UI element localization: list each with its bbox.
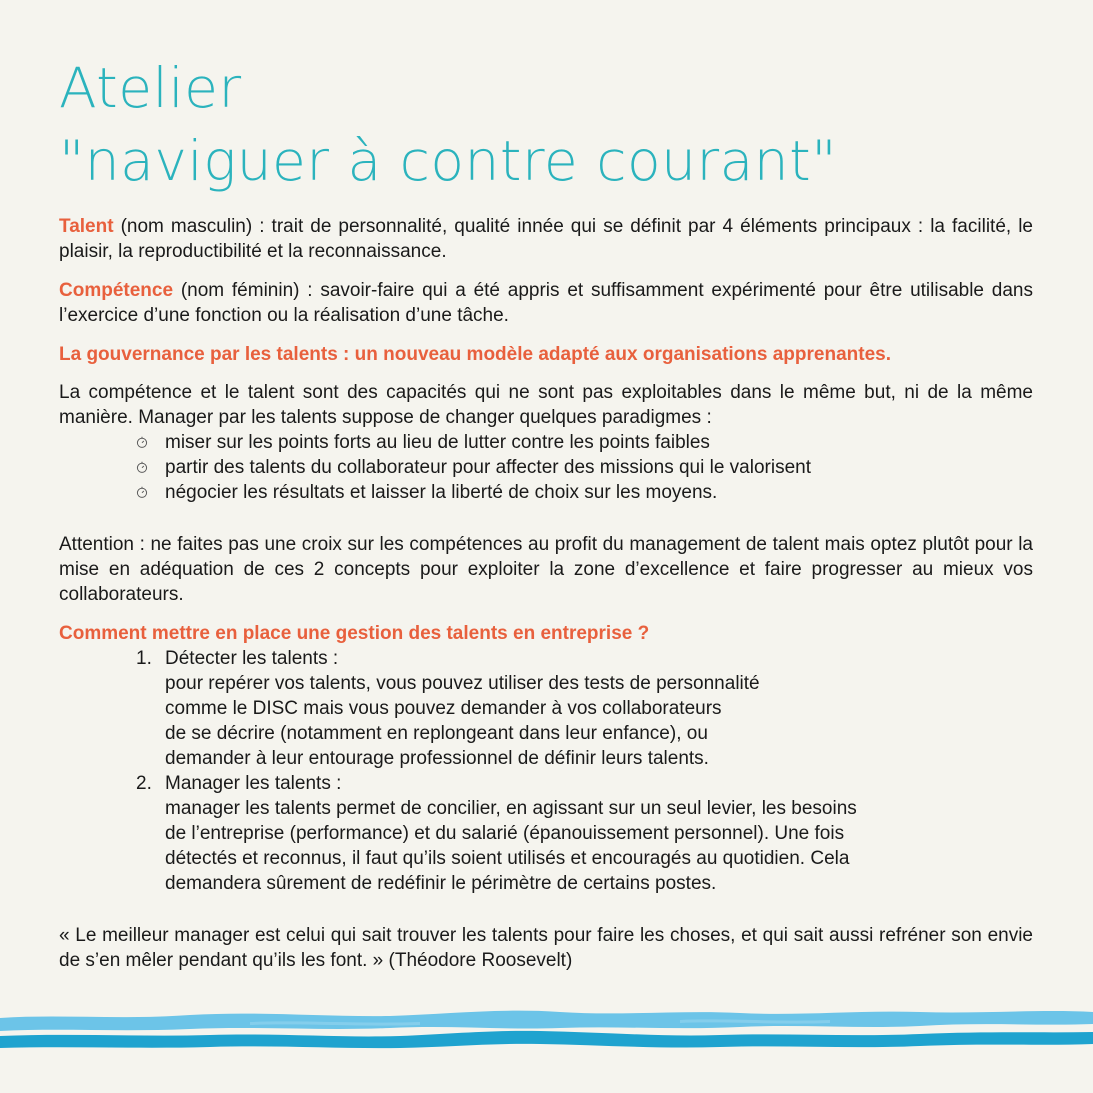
wave-light <box>0 1011 1093 1031</box>
section-heading-talent-management: Comment mettre en place une gestion des talents en entreprise ? <box>59 623 650 644</box>
page-title <box>59 52 837 198</box>
stopwatch-bullet-icon <box>136 436 148 448</box>
step-line: comme le DISC mais vous pouvez demander à vos collaborateurs <box>165 698 722 719</box>
paradigm-list <box>59 430 1033 505</box>
governance-intro: La compétence et le talent sont des capacités qui ne sont pas exploitables dans le même but, ni de la même manière. Manager par les talents suppose de changer quelques paradigmes : <box>59 382 1033 428</box>
step-line: détectés et reconnus, il faut qu’ils soient utilisés et encouragés au quotidien. Cela <box>165 848 850 869</box>
title-line-1: Atelier <box>59 56 242 120</box>
step-title: Détecter les talents : <box>165 648 339 669</box>
step-line: demander à leur entourage professionnel de définir leurs talents. <box>165 748 709 769</box>
wave-dark <box>0 1031 1093 1048</box>
definition-term: Compétence <box>59 280 174 301</box>
list-item <box>136 480 1033 505</box>
closing-quote: « Le meilleur manager est celui qui sait trouver les talents pour faire les choses, et qui sait aussi refréner son envie de s’en mêler pendant qu’ils les font. » (Théodore Roosevelt) <box>59 925 1033 971</box>
step-line: manager les talents permet de concilier, en agissant sur un seul levier, les besoins <box>165 798 857 819</box>
definition-text: (nom féminin) : savoir-faire qui a été appris et suffisamment expérimenté pour être utilisable dans l’exercice d’une fonction ou la réalisation d’une tâche. <box>59 280 1033 326</box>
step-number: 2. <box>136 773 152 794</box>
list-item <box>136 430 1033 455</box>
list-item-text: négocier les résultats et laisser la liberté de choix sur les moyens. <box>165 482 718 503</box>
steps-list <box>59 646 1033 896</box>
attention-note: Attention : ne faites pas une croix sur les compétences au profit du management de talent mais optez plutôt pour la mise en adéquation de ces 2 concepts pour exploiter la zone d’excellence et faire progresser au mieux vos collaborateurs. <box>59 534 1033 605</box>
step-item <box>136 771 1033 896</box>
list-item-text: partir des talents du collaborateur pour affecter des missions qui le valorisent <box>165 457 811 478</box>
main-content <box>59 214 1033 973</box>
title-line-2: "naviguer à contre courant" <box>59 129 837 193</box>
list-item-text: miser sur les points forts au lieu de lutter contre les points faibles <box>165 432 710 453</box>
definition-term: Talent <box>59 216 114 237</box>
step-number: 1. <box>136 648 152 669</box>
step-line: de l’entreprise (performance) et du salarié (épanouissement personnel). Une fois <box>165 823 845 844</box>
water-waves-decoration <box>0 1000 1093 1060</box>
step-line: pour repérer vos talents, vous pouvez utiliser des tests de personnalité <box>165 673 760 694</box>
definition-talent <box>59 214 1033 264</box>
step-line: demandera sûrement de redéfinir le périmètre de certains postes. <box>165 873 717 894</box>
step-item <box>136 646 1033 771</box>
definition-text: (nom masculin) : trait de personnalité, qualité innée qui se définit par 4 éléments principaux : la facilité, le plaisir, la reproductibilité et la reconnaissance. <box>59 216 1033 262</box>
stopwatch-bullet-icon <box>136 461 148 473</box>
section-heading-governance: La gouvernance par les talents : un nouveau modèle adapté aux organisations apprenantes. <box>59 344 891 365</box>
step-title: Manager les talents : <box>165 773 342 794</box>
definition-competence <box>59 278 1033 328</box>
stopwatch-bullet-icon <box>136 486 148 498</box>
list-item <box>136 455 1033 480</box>
step-line: de se décrire (notamment en replongeant dans leur enfance), ou <box>165 723 708 744</box>
